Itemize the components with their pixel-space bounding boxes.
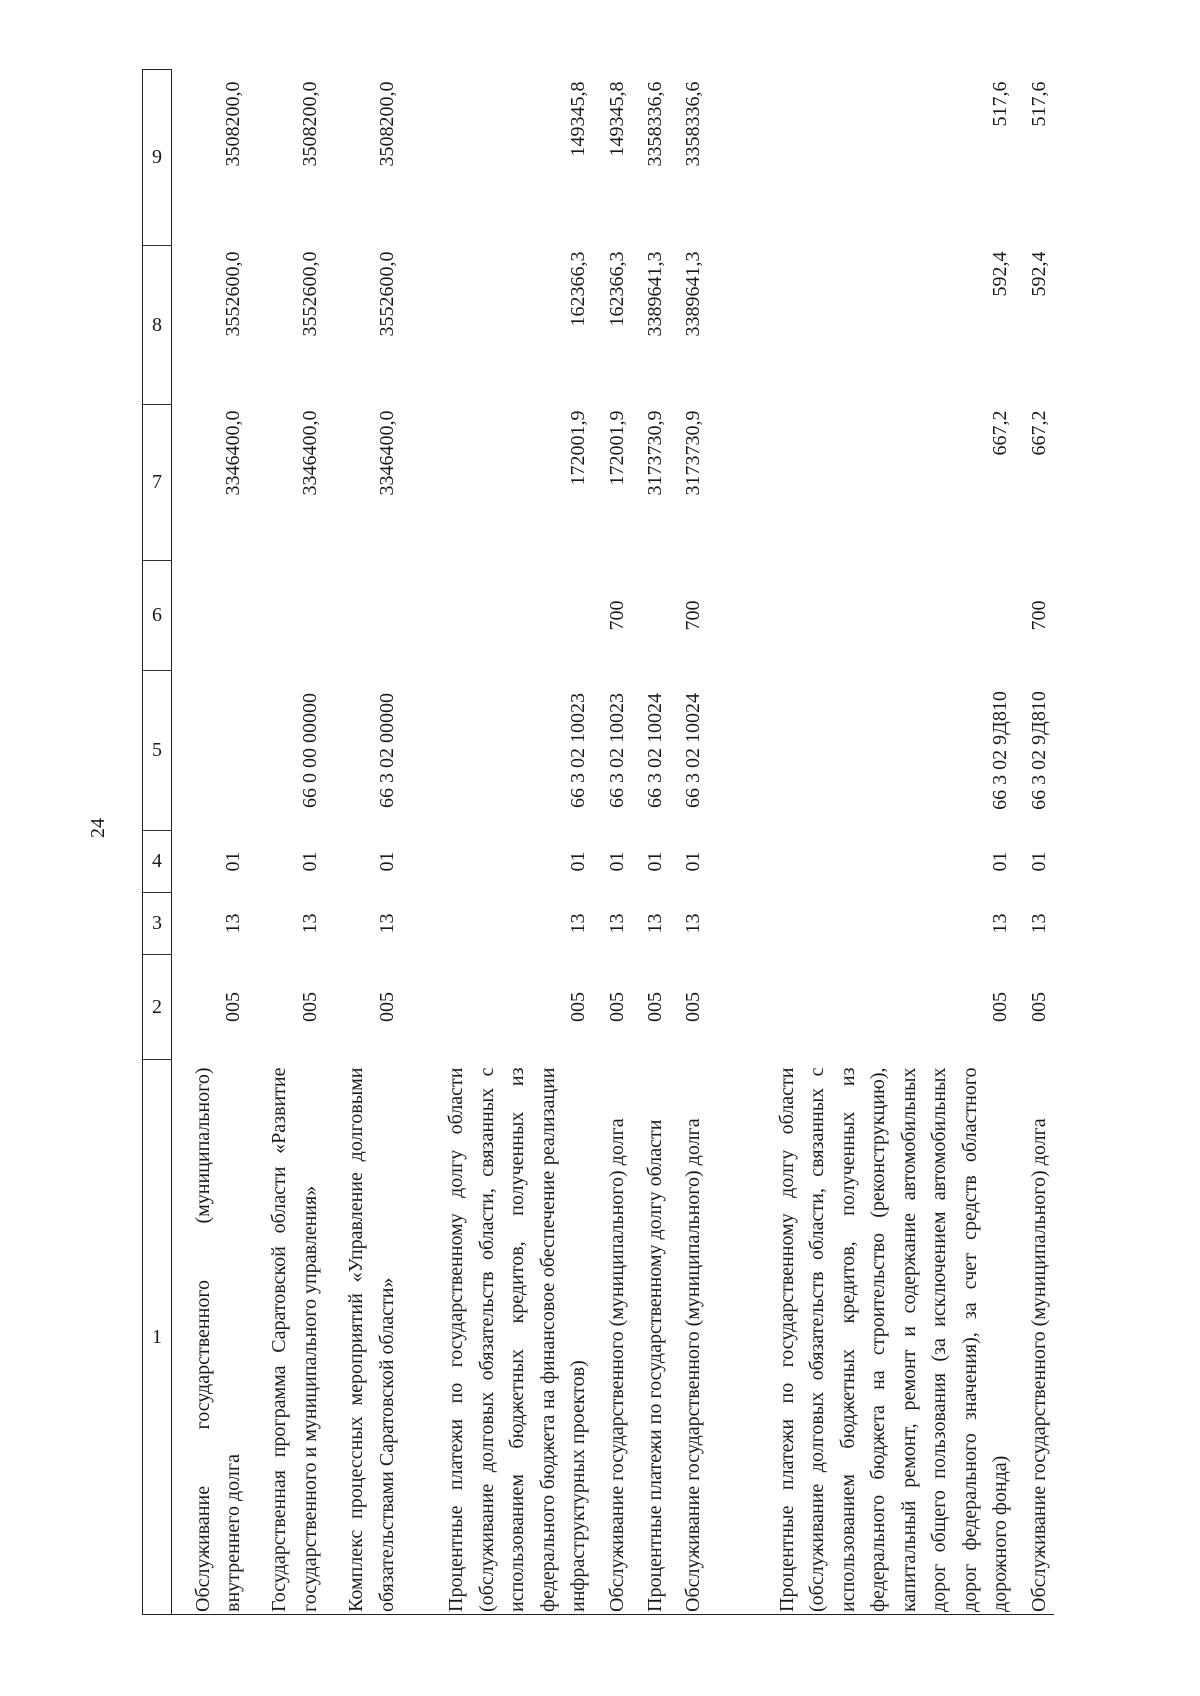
- column-6-cell: [402, 561, 594, 671]
- column-6-cell: 700: [682, 600, 705, 631]
- column-8-cell: 592,4: [989, 251, 1012, 297]
- column-3-cell: 13: [298, 913, 321, 934]
- column-9-cell: 517,6: [1027, 81, 1050, 127]
- column-3-cell: 13: [605, 913, 628, 934]
- column-4-cell: 01: [682, 851, 705, 872]
- column-4-cell: 01: [298, 851, 321, 872]
- column-2-cell: 005: [222, 992, 245, 1022]
- column-6-cell: [172, 561, 249, 671]
- column-3-cell: 13: [989, 913, 1012, 934]
- table-row: [325, 70, 402, 1615]
- column-9-cell: 517,6: [989, 81, 1012, 127]
- page-number: 24: [87, 818, 109, 838]
- header-row: [143, 70, 172, 1615]
- column-6-cell: [249, 561, 326, 671]
- row-name-cell: Процентные платежи по государственному долгу области (обслуживание долговых обязательств области, связанных с использованием бюджетных кредитов, полученных из федерального бюджета на финансовое обеспечение реализации инфраструктурных проектов): [402, 1060, 594, 1615]
- column-5-cell: 66 0 00 00000: [298, 693, 321, 808]
- row-name-cell: Процентные платежи по государственному долгу области: [632, 1060, 670, 1615]
- column-5-cell: 66 3 02 9Д810: [1027, 691, 1050, 810]
- table-row: [671, 70, 709, 1615]
- column-3-cell: 13: [567, 913, 590, 934]
- column-9-cell: 3508200,0: [375, 81, 398, 167]
- column-5-cell: 66 3 02 10024: [644, 693, 667, 808]
- column-header: 2: [143, 955, 172, 1060]
- column-3-cell: 13: [222, 913, 245, 934]
- column-8-cell: 3389641,3: [682, 251, 705, 337]
- column-6-cell: 700: [1027, 600, 1050, 631]
- column-3-cell: 13: [375, 913, 398, 934]
- column-2-cell: 005: [375, 992, 398, 1022]
- column-3-cell: 13: [1027, 913, 1050, 934]
- column-6-cell: 700: [605, 600, 628, 631]
- column-2-cell: 005: [298, 992, 321, 1022]
- column-5-cell: 66 3 02 10024: [682, 693, 705, 808]
- column-4-cell: 01: [222, 851, 245, 872]
- row-name-cell: Обслуживание государственного (муниципального) долга: [1016, 1060, 1054, 1615]
- column-4-cell: 01: [567, 851, 590, 872]
- column-7-cell: 3346400,0: [222, 410, 245, 496]
- column-header: 3: [143, 893, 172, 955]
- column-7-cell: 3346400,0: [298, 410, 321, 496]
- column-2-cell: 005: [989, 992, 1012, 1022]
- column-8-cell: 3552600,0: [375, 251, 398, 337]
- column-8-cell: 162366,3: [605, 251, 628, 327]
- column-header: 8: [143, 246, 172, 405]
- column-2-cell: 005: [605, 992, 628, 1022]
- column-8-cell: 3389641,3: [644, 251, 667, 337]
- column-7-cell: 172001,9: [567, 410, 590, 486]
- table-body: [143, 70, 1055, 1615]
- column-5-cell: [172, 671, 249, 831]
- budget-table: [142, 69, 1054, 1615]
- table-row: [594, 70, 632, 1615]
- column-9-cell: 149345,8: [567, 81, 590, 157]
- column-7-cell: 3173730,9: [644, 410, 667, 496]
- column-7-cell: 3346400,0: [375, 410, 398, 496]
- column-7-cell: 172001,9: [605, 410, 628, 486]
- column-9-cell: 149345,8: [605, 81, 628, 157]
- column-9-cell: 3358336,6: [644, 81, 667, 167]
- column-2-cell: 005: [567, 992, 590, 1022]
- column-4-cell: 01: [1027, 851, 1050, 872]
- column-5-cell: 66 3 02 10023: [567, 693, 590, 808]
- table-row: [632, 70, 670, 1615]
- row-name-cell: Государственная программа Саратовской области «Развитие государственного и муниципального управления»: [249, 1060, 326, 1615]
- row-name-cell: Обслуживание государственного (муниципального) долга: [594, 1060, 632, 1615]
- column-9-cell: 3358336,6: [682, 81, 705, 167]
- column-8-cell: 592,4: [1027, 251, 1050, 297]
- column-header: 5: [143, 671, 172, 831]
- column-2-cell: 005: [682, 992, 705, 1022]
- column-7-cell: 3173730,9: [682, 410, 705, 496]
- column-4-cell: 01: [644, 851, 667, 872]
- column-2-cell: 005: [644, 992, 667, 1022]
- column-6-cell: [709, 561, 1016, 671]
- column-5-cell: 66 3 02 9Д810: [989, 691, 1012, 810]
- column-7-cell: 667,2: [989, 410, 1012, 456]
- column-3-cell: 13: [644, 913, 667, 934]
- row-name-cell: Обслуживание государственного (муниципального) долга: [671, 1060, 709, 1615]
- row-name-cell: Комплекс процессных мероприятий «Управление долговыми обязательствами Саратовской области»: [325, 1060, 402, 1615]
- column-header: 1: [143, 1060, 172, 1615]
- column-9-cell: 3508200,0: [222, 81, 245, 167]
- column-4-cell: 01: [605, 851, 628, 872]
- table-row: [172, 70, 249, 1615]
- column-7-cell: 667,2: [1027, 410, 1050, 456]
- table-row: [1016, 70, 1054, 1615]
- column-4-cell: 01: [375, 851, 398, 872]
- column-2-cell: 005: [1027, 992, 1050, 1022]
- column-header: 6: [143, 561, 172, 671]
- table-row: [709, 70, 1016, 1615]
- rotated-page-content: [142, 70, 1054, 1615]
- table-row: [249, 70, 326, 1615]
- column-5-cell: 66 3 02 00000: [375, 693, 398, 808]
- column-header: 7: [143, 405, 172, 561]
- column-6-cell: [632, 561, 670, 671]
- column-8-cell: 3552600,0: [298, 251, 321, 337]
- row-name-cell: Обслуживание государственного (муниципального) внутреннего долга: [172, 1060, 249, 1615]
- column-4-cell: 01: [989, 851, 1012, 872]
- table-row: [402, 70, 594, 1615]
- column-8-cell: 162366,3: [567, 251, 590, 327]
- row-name-cell: Процентные платежи по государственному долгу области (обслуживание долговых обязательств области, связанных с использованием бюджетных кредитов, полученных из федерального бюджета на строительство (реконструкцию), капитальный ремонт, ремонт и содержание автомобильных дорог общего пользования (за исключением автомобильных дорог федерального значения), за счет средств областного дорожного фонда): [709, 1060, 1016, 1615]
- column-3-cell: 13: [682, 913, 705, 934]
- column-5-cell: 66 3 02 10023: [605, 693, 628, 808]
- column-9-cell: 3508200,0: [298, 81, 321, 167]
- column-header: 4: [143, 831, 172, 893]
- column-header: 9: [143, 70, 172, 246]
- column-6-cell: [325, 561, 402, 671]
- column-8-cell: 3552600,0: [222, 251, 245, 337]
